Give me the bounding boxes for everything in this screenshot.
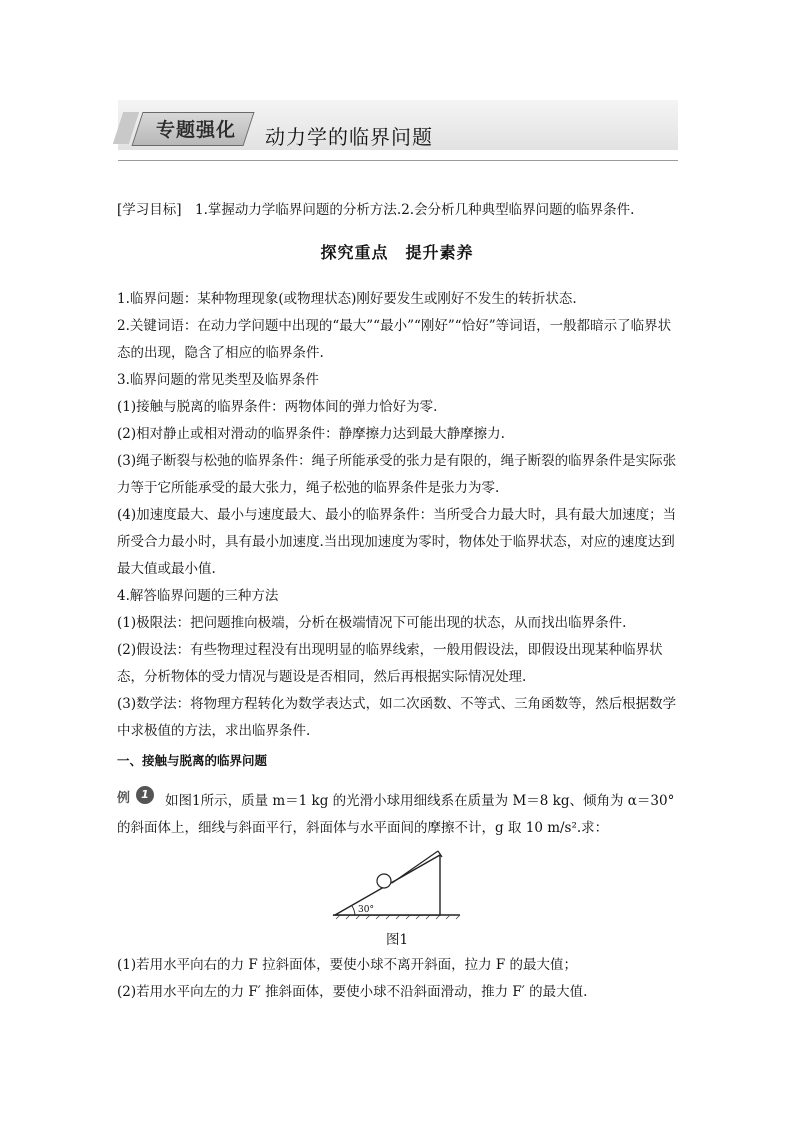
paragraph-9: (1)极限法：把问题推向极端，分析在极端情况下可能出现的状态，从而找出临界条件. xyxy=(117,615,627,631)
page-title: 动力学的临界问题 xyxy=(265,125,433,149)
paragraph-11: (3)数学法：将物理方程转化为数学表达式，如二次函数、不等式、三角函数等，然后根据数学中求极值的方法，求出临界条件. xyxy=(117,696,677,739)
incline-figure xyxy=(330,845,465,920)
question-2: (2)若用水平向左的力 F′ 推斜面体，要使小球不沿斜面滑动，推力 F′ 的最大值. xyxy=(117,984,588,1000)
paragraph-7: (4)加速度最大、最小与速度最大、最小的临界条件：当所受合力最大时，具有最大加速度；当所受合力最小时，具有最小加速度.当出现加速度为零时，物体处于临界状态，对应的速度达到最大值或最小值. xyxy=(117,507,677,577)
example-label: 例 xyxy=(117,791,131,806)
paragraph-3: 3.临界问题的常见类型及临界条件 xyxy=(117,372,319,388)
paragraph-10: (2)假设法：有些物理过程没有出现明显的临界线索，一般用假设法，即假设出现某种临界状态，分析物体的受力情况与题设是否相同，然后再根据实际情况处理. xyxy=(117,642,663,685)
header-divider xyxy=(118,160,678,161)
subsection-heading: 一、接触与脱离的临界问题 xyxy=(117,753,268,768)
ball xyxy=(377,874,391,888)
paragraph-8: 4.解答临界问题的三种方法 xyxy=(117,588,279,604)
paragraph-5: (2)相对静止或相对滑动的临界条件：静摩擦力达到最大静摩擦力. xyxy=(117,426,505,442)
example-text: 如图1所示，质量 m＝1 kg 的光滑小球用细线系在质量为 M＝8 kg、倾角为 α＝30°的斜面体上，细线与斜面平行，斜面体与水平面间的摩擦不计，g 取 10 m/s².求： xyxy=(117,793,675,836)
angle-label: 30° xyxy=(358,905,374,915)
learning-goals: [学习目标] 1.掌握动力学临界问题的分析方法.2.会分析几种典型临界问题的临界条件. xyxy=(117,202,635,218)
paragraph-2: 2.关键词语：在动力学问题中出现的“最大”“最小”“刚好”“恰好”等词语，一般都暗示了临界状态的出现，隐含了相应的临界条件. xyxy=(117,318,672,361)
example-number: 1 xyxy=(136,786,154,804)
topic-tag: 专题强化 xyxy=(155,119,236,141)
question-1: (1)若用水平向右的力 F 拉斜面体，要使小球不离开斜面，拉力 F 的最大值； xyxy=(117,957,578,973)
paragraph-4: (1)接触与脱离的临界条件：两物体间的弹力恰好为零. xyxy=(117,399,438,415)
section-title: 探究重点 提升素养 xyxy=(320,243,474,262)
figure-caption: 图1 xyxy=(385,932,409,948)
paragraph-1: 1.临界问题：某种物理现象(或物理状态)刚好要发生或刚好不发生的转折状态. xyxy=(117,291,577,307)
paragraph-6: (3)绳子断裂与松弛的临界条件：绳子所能承受的张力是有限的，绳子断裂的临界条件是实际张力等于它所能承受的最大张力，绳子松弛的临界条件是张力为零. xyxy=(117,453,677,496)
